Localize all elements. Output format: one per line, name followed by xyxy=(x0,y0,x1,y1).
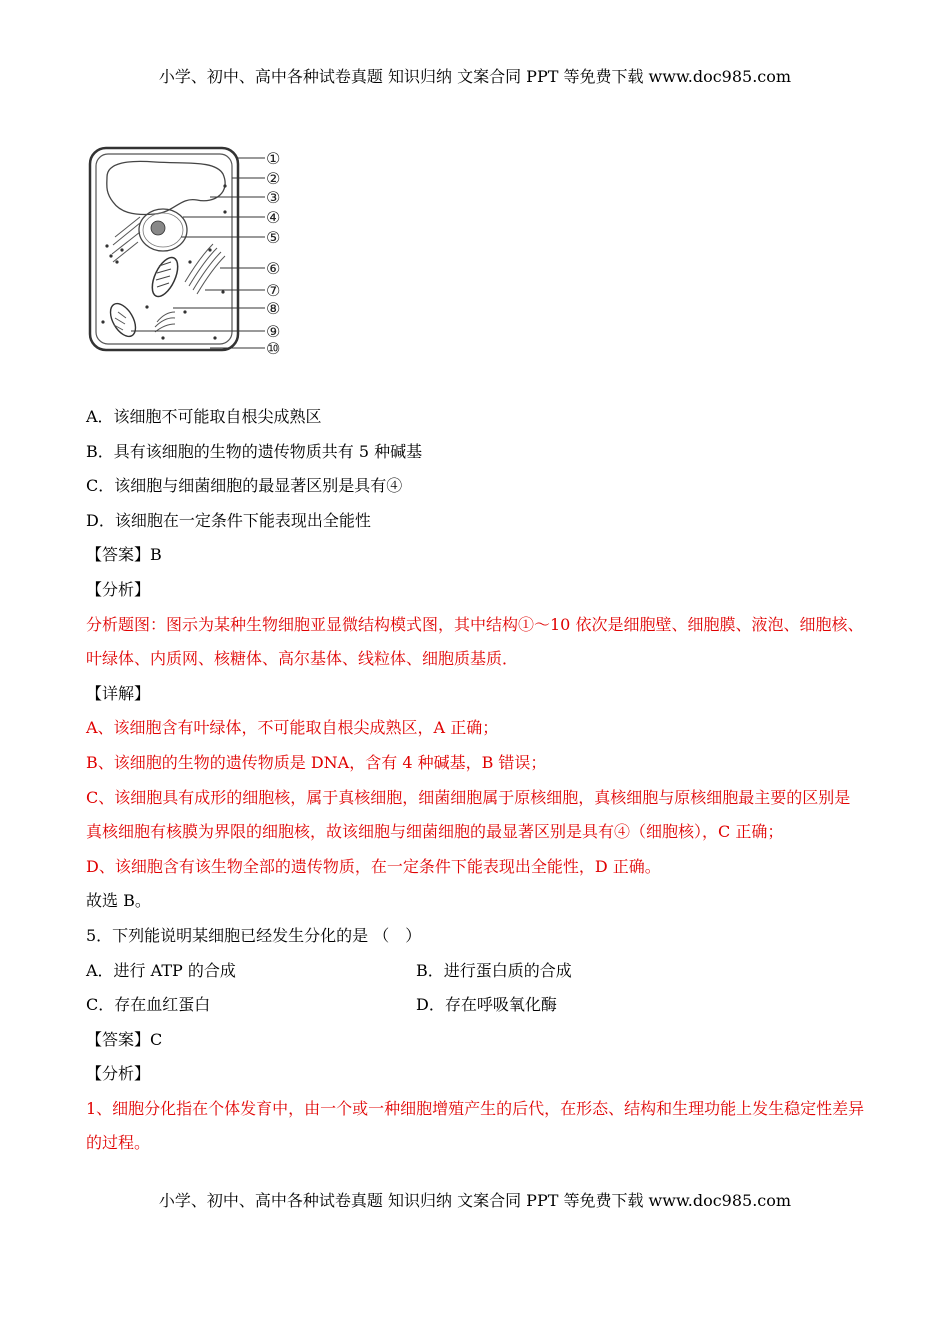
q4-detail-c: C、该细胞具有成形的细胞核，属于真核细胞，细菌细胞属于原核细胞，真核细胞与原核细胞最主要的区别是真核细胞有核膜为界限的细胞核，故该细胞与细菌细胞的最显著区别是具有④（细胞核），C 正确； xyxy=(86,787,851,842)
q4-option-c: C．该细胞与细菌细胞的最显著区别是具有④ xyxy=(86,476,403,496)
label-8: ⑧ xyxy=(266,299,281,318)
label-3: ③ xyxy=(266,188,281,207)
label-7: ⑦ xyxy=(266,281,281,300)
q5-stem: 5．下列能说明某细胞已经发生分化的是 xyxy=(86,925,369,945)
q4-detail-a: A、该细胞含有叶绿体，不可能取自根尖成熟区，A 正确； xyxy=(86,718,499,738)
cell-diagram-svg xyxy=(85,142,295,372)
label-9: ⑨ xyxy=(266,322,281,341)
page-footer: 小学、初中、高中各种试卷真题 知识归纳 文案合同 PPT 等免费下载 www.doc985.com xyxy=(158,1191,792,1210)
q5-option-a: A．进行 ATP 的合成 xyxy=(86,960,236,980)
q5-option-b: B．进行蛋白质的合成 xyxy=(416,960,572,980)
q5-options-row-2 xyxy=(86,988,866,1023)
q4-detail-d: D、该细胞含有该生物全部的遗传物质，在一定条件下能表现出全能性，D 正确。 xyxy=(86,856,661,876)
label-4: ④ xyxy=(266,208,281,227)
q4-detail-label: 【详解】 xyxy=(86,683,151,703)
q5-answer: 【答案】C xyxy=(86,1029,163,1049)
label-2: ② xyxy=(266,169,281,188)
q5-stem-row xyxy=(86,919,866,954)
q5-analysis-text: 1、细胞分化指在个体发育中，由一个或一种细胞增殖产生的后代，在形态、结构和生理功能上发生稳定性差异的过程。 xyxy=(86,1098,865,1153)
q5-options-row-1 xyxy=(86,954,866,989)
q5-option-d: D．存在呼吸氧化酶 xyxy=(416,995,557,1015)
q4-option-d: D．该细胞在一定条件下能表现出全能性 xyxy=(86,510,371,530)
q4-analysis-text: 分析题图：图示为某种生物细胞亚显微结构模式图，其中结构①～10 依次是细胞壁、细胞膜、液泡、细胞核、叶绿体、内质网、核糖体、高尔基体、线粒体、细胞质基质． xyxy=(86,614,864,669)
q4-analysis-label: 【分析】 xyxy=(86,579,151,599)
label-6: ⑥ xyxy=(266,259,281,278)
question-content xyxy=(86,400,866,1161)
q4-detail-b: B、该细胞的生物的遗传物质是 DNA，含有 4 种碱基，B 错误； xyxy=(86,752,547,772)
q5-analysis-label: 【分析】 xyxy=(86,1064,151,1084)
q4-option-b: B．具有该细胞的生物的遗传物质共有 5 种碱基 xyxy=(86,441,423,461)
label-5: ⑤ xyxy=(266,228,281,247)
q4-conclusion: 故选 B。 xyxy=(86,891,151,911)
label-10: ⑩ xyxy=(266,339,281,358)
q5-option-c: C．存在血红蛋白 xyxy=(86,995,211,1015)
page-header: 小学、初中、高中各种试卷真题 知识归纳 文案合同 PPT 等免费下载 www.doc985.com xyxy=(158,67,792,86)
q4-option-a: A．该细胞不可能取自根尖成熟区 xyxy=(86,407,322,426)
cell-structure-diagram xyxy=(85,142,295,372)
q5-bracket: （ ） xyxy=(373,925,422,945)
label-1: ① xyxy=(266,149,281,168)
q4-answer: 【答案】B xyxy=(86,545,162,565)
